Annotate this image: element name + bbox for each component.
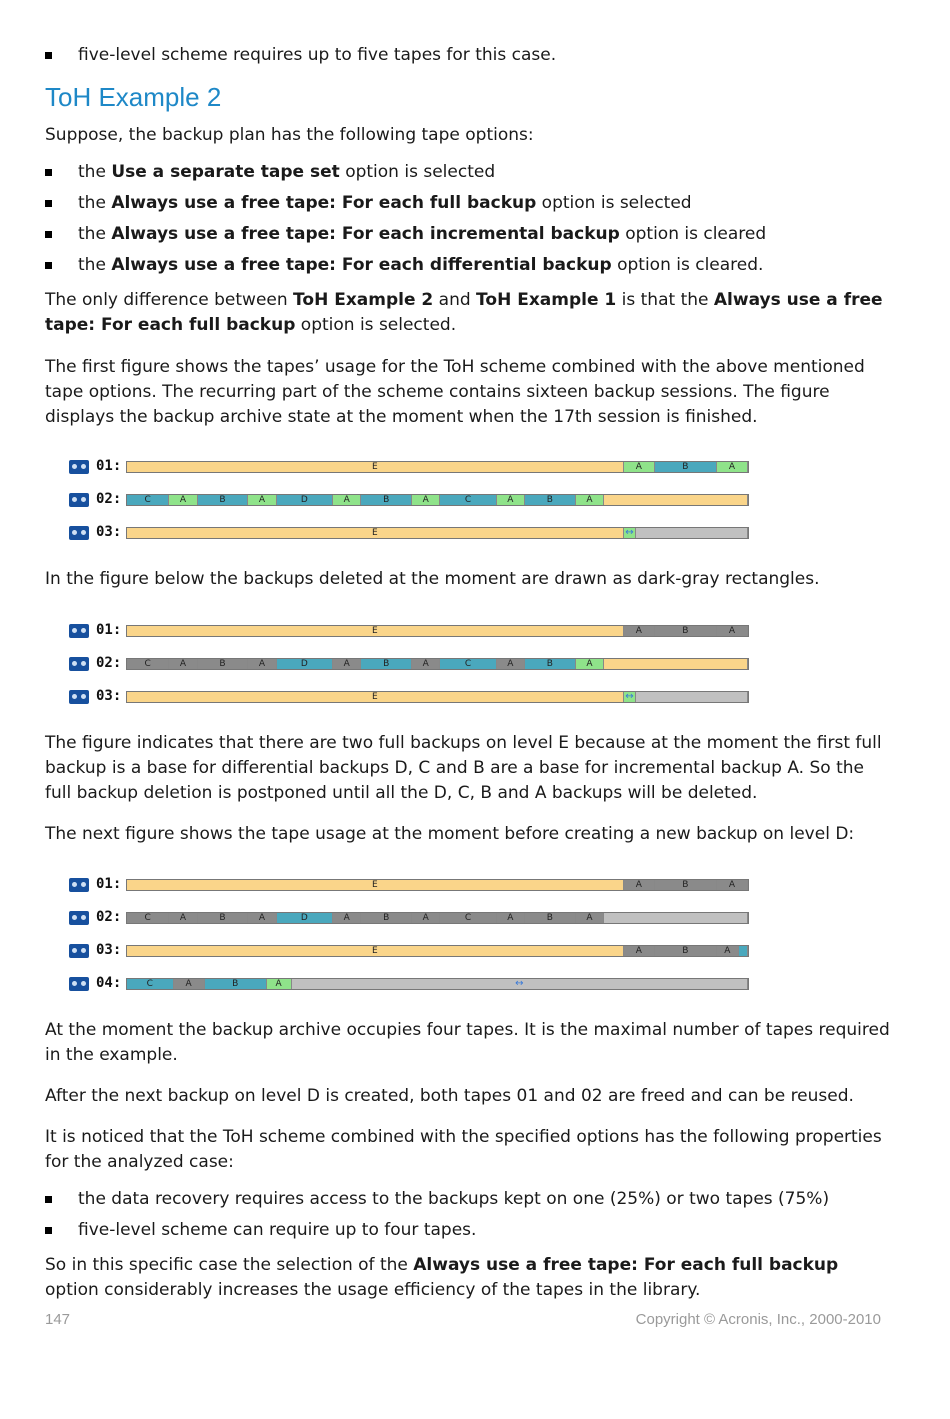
backup-segment-diff: B xyxy=(205,979,267,989)
tape-track xyxy=(126,978,749,990)
backup-segment-free xyxy=(604,913,748,923)
tape-row xyxy=(69,657,759,671)
tape-cassette-icon xyxy=(69,624,89,638)
tape-track xyxy=(126,461,749,473)
conclusion-paragraph: So in this specific case the selection of the Always use a free tape: For each full backup option considerably increases the usage efficiency of the tapes in the library. xyxy=(45,1255,839,1300)
backup-segment-diff: B xyxy=(525,659,576,669)
bullet-square xyxy=(45,200,52,207)
tape-cassette-icon xyxy=(69,944,89,958)
backup-segment-diff: C xyxy=(440,495,496,505)
backup-segment-del: C xyxy=(127,659,169,669)
option-name: Always use a free tape: For each incremental backup xyxy=(111,224,620,244)
tape-label: 02: xyxy=(96,491,122,507)
next-figure-paragraph: The next figure shows the tape usage at the moment before creating a new backup on level D: xyxy=(45,824,855,844)
tape-row xyxy=(69,460,759,474)
tape-row xyxy=(69,493,759,507)
tape-label: 01: xyxy=(96,458,122,474)
backup-segment-diff: B xyxy=(655,462,717,472)
backup-segment-inc: A xyxy=(576,659,604,669)
bullet-square xyxy=(45,52,52,59)
backup-segment-diff: C xyxy=(440,659,496,669)
backup-segment-inc: A xyxy=(333,495,361,505)
tape-track xyxy=(126,879,749,891)
tape-track xyxy=(126,494,749,506)
tape-cassette-icon xyxy=(69,526,89,540)
option-name: Always use a free tape: For each differential backup xyxy=(111,255,612,275)
backup-segment-del: A xyxy=(717,880,748,890)
backup-segment-del: A xyxy=(624,880,655,890)
backup-segment-inc: A xyxy=(624,462,655,472)
backup-segment-free: ↔ xyxy=(292,979,748,989)
backup-segment-diff: D xyxy=(277,659,333,669)
backup-segment-diff: D xyxy=(277,495,333,505)
backup-segment-del: B xyxy=(525,913,576,923)
first-figure-paragraph: The first figure shows the tapes’ usage for the ToH scheme combined with the above mentioned tape options. The recurring part of the scheme contains sixteen backup sessions. The figure displays the backup archive state at the moment when the 17th session is finished. xyxy=(45,357,865,427)
backup-segment-diff: B xyxy=(361,495,412,505)
backup-segment-del: B xyxy=(198,659,249,669)
tape-label: 04: xyxy=(96,975,122,991)
backup-segment-inc: A xyxy=(169,495,197,505)
backup-segment-full xyxy=(604,659,748,669)
backup-segment-del: A xyxy=(717,626,748,636)
backup-segment-inc: A xyxy=(576,495,604,505)
four-tapes-paragraph: At the moment the backup archive occupies four tapes. It is the maximal number of tapes required in the example. xyxy=(45,1020,890,1065)
document-page: five-level scheme requires up to five tapes for this case. ToH Example 2 Suppose, the backup plan has the following tape options: the Use a separate tape set option is selected the Always use a free tape: For each full backup option is selected the Always use a free tape: For each incremental backup option is cleared the Always use a free tape: For each differential backup option is cleared. The only difference between ToH Example 2 and ToH Example 1 is that the Always use a free tape: For each full backup option is selected. The first figure shows the tapes’ usage for the ToH scheme combined with the above mentioned tape options. The recurring part of the scheme contains sixteen backup sessions. The figure displays the backup archive state at the moment when the 17th session is finished. 01: E A B A 02: C A B A D A B A C A B A 03: E ↔ In the figure below the backups deleted at the moment are drawn as dark-gray rectangles. 01: E A B A 02: C A B A D A B A C A B A 03: E ↔ The figure indicates that there are two full backups on level E because at the moment the first full backup is a base for differential backups D, C and B are a base for incremental backup A. So the full backup deletion is postponed until all the D, C, B and A backups will be deleted. The next figure shows the tape usage at the moment before creating a new backup on level D: 01: E A B A 02: C A B A D A B A C A B A 03: E A B A 04: C A B A ↔ At the moment the backup archive occupies four tapes. It is the maximal number of tapes required in the example. After the next backup on level D is created, both tapes 01 and 02 are freed and can be reused. It is noticed that the ToH scheme combined with the specified options has the following properties for the analyzed case: the data recovery requires access to the backups kept on one (25%) or two tapes (75%) five-level scheme can require up to four tapes. So in this specific case the selection of the Always use a free tape: For each full backup option considerably increases the usage efficiency of the tapes in the library. 147 Copyright © Acronis, Inc., 2000-2010 xyxy=(0,0,950,1419)
copyright-notice: Copyright © Acronis, Inc., 2000-2010 xyxy=(635,1311,881,1328)
tape-cassette-icon xyxy=(69,690,89,704)
backup-segment-del: A xyxy=(333,913,361,923)
backup-segment-diff: D xyxy=(277,913,333,923)
second-figure-paragraph: In the figure below the backups deleted at the moment are drawn as dark-gray rectangles. xyxy=(45,569,820,589)
backup-segment-del: A xyxy=(717,946,739,956)
tape-cassette-icon xyxy=(69,460,89,474)
backup-segment-del: B xyxy=(655,626,717,636)
backup-segment-del: B xyxy=(361,913,412,923)
tape-usage-figure-2 xyxy=(69,624,759,704)
freed-paragraph: After the next backup on level D is created, both tapes 01 and 02 are freed and can be reused. xyxy=(45,1086,854,1106)
tape-label: 01: xyxy=(96,876,122,892)
backup-segment-diff: C xyxy=(127,979,174,989)
backup-segment-del: B xyxy=(655,946,717,956)
tape-label: 03: xyxy=(96,524,122,540)
tape-track xyxy=(126,527,749,539)
tape-usage-figure-1 xyxy=(69,460,759,540)
bullet-text: five-level scheme requires up to five tapes for this case. xyxy=(78,45,557,65)
bullet-square xyxy=(45,262,52,269)
backup-segment-full: E xyxy=(127,692,624,702)
backup-segment-full: E xyxy=(127,528,624,538)
tape-usage-figure-3 xyxy=(69,878,759,990)
intro-paragraph: Suppose, the backup plan has the following tape options: xyxy=(45,125,534,145)
backup-segment-full: E xyxy=(127,880,624,890)
backup-segment-del: A xyxy=(624,946,655,956)
backup-segment-del: A xyxy=(248,659,276,669)
tape-row xyxy=(69,624,759,638)
bullet-square xyxy=(45,231,52,238)
backup-segment-inc: ↔ xyxy=(624,528,636,538)
backup-segment-del: A xyxy=(497,659,525,669)
tape-label: 03: xyxy=(96,942,122,958)
option-name: Use a separate tape set xyxy=(111,162,340,182)
backup-segment-full xyxy=(604,495,748,505)
backup-segment-diff: C xyxy=(127,495,169,505)
backup-segment-del: A xyxy=(169,913,197,923)
backup-segment-del: B xyxy=(198,913,249,923)
tape-cassette-icon xyxy=(69,657,89,671)
page-number: 147 xyxy=(45,1311,71,1328)
backup-segment-free xyxy=(636,528,748,538)
tape-cassette-icon xyxy=(69,493,89,507)
backup-segment-inc: A xyxy=(717,462,748,472)
option-name: Always use a free tape: For each full backup xyxy=(111,193,537,213)
bullet-square xyxy=(45,1196,52,1203)
tape-track xyxy=(126,945,749,957)
tape-row xyxy=(69,911,759,925)
backup-segment-full: E xyxy=(127,462,624,472)
backup-segment-del: A xyxy=(169,659,197,669)
bullet-square xyxy=(45,169,52,176)
backup-segment-inc: A xyxy=(267,979,292,989)
backup-segment-full: E xyxy=(127,946,624,956)
backup-segment-del: A xyxy=(576,913,604,923)
tape-track xyxy=(126,912,749,924)
tape-track xyxy=(126,691,749,703)
noticed-paragraph: It is noticed that the ToH scheme combined with the specified options has the following properties for the analyzed case: xyxy=(45,1127,882,1172)
backup-segment-del: A xyxy=(248,913,276,923)
tape-track xyxy=(126,625,749,637)
backup-segment-del: C xyxy=(440,913,496,923)
tape-label: 01: xyxy=(96,622,122,638)
tape-cassette-icon xyxy=(69,911,89,925)
tape-row xyxy=(69,878,759,892)
tape-cassette-icon xyxy=(69,878,89,892)
backup-segment-del: A xyxy=(333,659,361,669)
tape-label: 03: xyxy=(96,688,122,704)
backup-segment-diff: B xyxy=(198,495,249,505)
backup-segment-del: A xyxy=(497,913,525,923)
backup-segment-diff: B xyxy=(525,495,576,505)
tape-track xyxy=(126,658,749,670)
tape-cassette-icon xyxy=(69,977,89,991)
tape-row xyxy=(69,526,759,540)
tape-row xyxy=(69,690,759,704)
backup-segment-del: C xyxy=(127,913,169,923)
backup-segment-free xyxy=(636,692,748,702)
bullet-square xyxy=(45,1227,52,1234)
section-heading: ToH Example 2 xyxy=(45,82,222,112)
tape-row xyxy=(69,977,759,991)
backup-segment-del: A xyxy=(412,659,440,669)
backup-segment-diff: B xyxy=(361,659,412,669)
backup-segment-del: B xyxy=(655,880,717,890)
backup-segment-del: A xyxy=(624,626,655,636)
backup-segment-inc: A xyxy=(248,495,276,505)
tape-row xyxy=(69,944,759,958)
full-backups-paragraph: The figure indicates that there are two full backups on level E because at the moment the first full backup is a base for differential backups D, C and B are a base for incremental backup A. So the full backup deletion is postponed until all the D, C, B and A backups will be deleted. xyxy=(45,733,882,803)
tape-label: 02: xyxy=(96,655,122,671)
difference-paragraph: The only difference between ToH Example 2 and ToH Example 1 is that the Always use a free tape: For each full backup option is selected. xyxy=(45,290,883,335)
backup-segment-del: A xyxy=(412,913,440,923)
backup-segment-inc: A xyxy=(412,495,440,505)
backup-segment-full: E xyxy=(127,626,624,636)
backup-segment-inc: ↔ xyxy=(624,692,636,702)
backup-segment-del: A xyxy=(174,979,205,989)
backup-segment-inc: A xyxy=(497,495,525,505)
tape-label: 02: xyxy=(96,909,122,925)
backup-segment-diff xyxy=(739,946,748,956)
